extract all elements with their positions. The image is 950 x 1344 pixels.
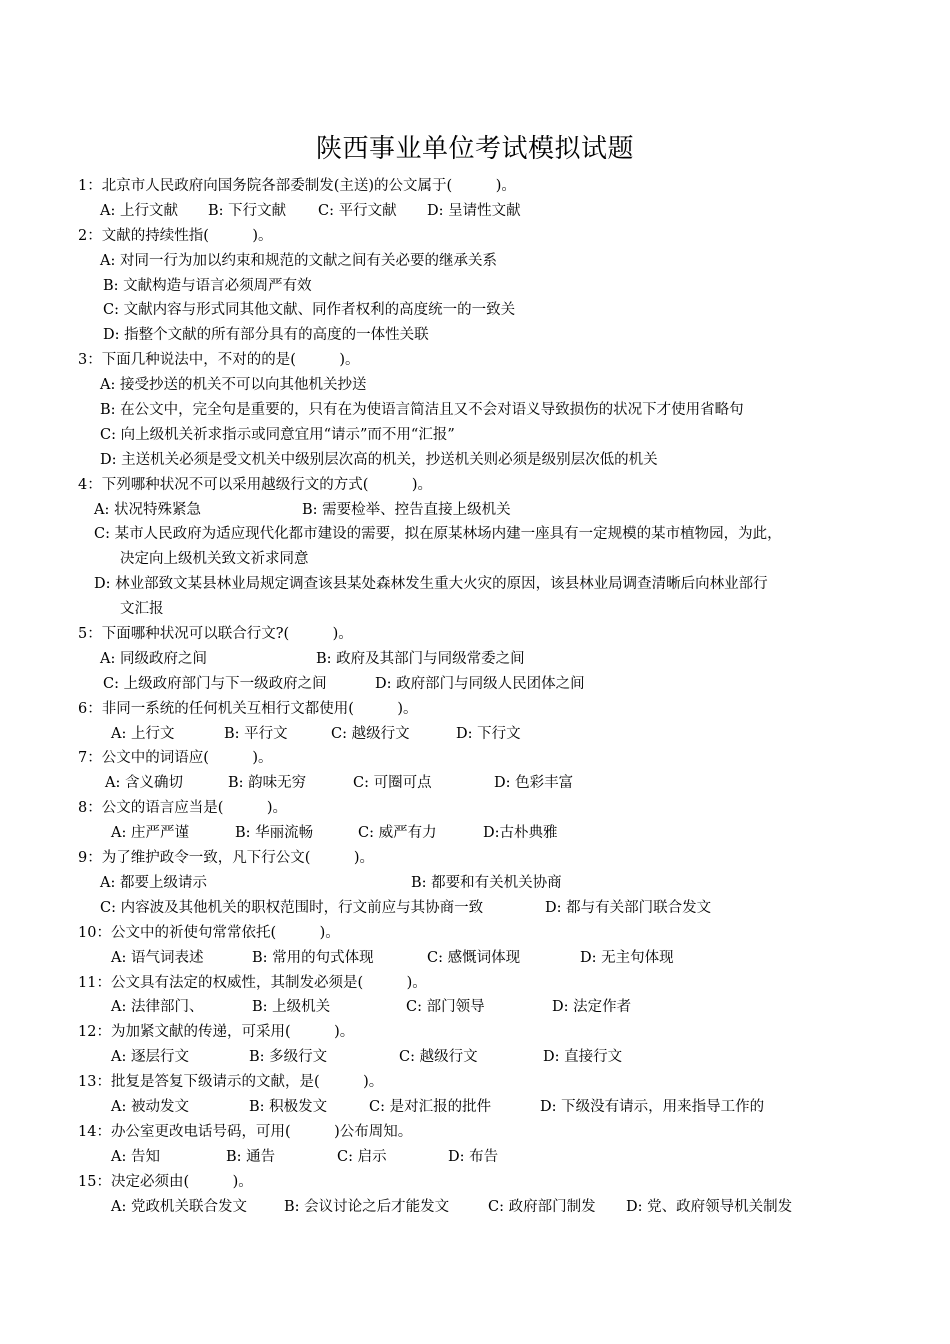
option: B: 积极发文 [249, 1098, 328, 1115]
option: D: 布告 [448, 1148, 499, 1165]
option: B: 平行文 [224, 725, 288, 742]
option: D: 林业部致文某县林业局规定调查该县某处森林发生重大火灾的原因，该县林业局调查清晰后向林业部行 [94, 576, 768, 593]
option: C: 启示 [337, 1148, 387, 1165]
option: A: 被动发文 [111, 1098, 189, 1115]
options-row [0, 1145, 950, 1170]
option: B: 政府及其部门与同级常委之间 [316, 650, 525, 667]
option: C: 上级政府部门与下一级政府之间 [103, 675, 327, 692]
option: D: 下行文 [456, 725, 521, 742]
option: B: 通告 [226, 1148, 276, 1165]
option: C: 越级行文 [331, 725, 410, 742]
option: C: 威严有力 [358, 825, 437, 842]
option: A: 上行文献 [100, 202, 178, 219]
option: A: 含义确切 [105, 775, 183, 792]
options-row [0, 647, 950, 672]
option: B: 下行文献 [208, 202, 287, 219]
option: C: 部门领导 [406, 999, 485, 1016]
option: A: 对同一行为加以约束和规范的文献之间有关必要的继承关系 [100, 252, 497, 269]
options-row [0, 771, 950, 796]
option: B: 常用的句式体现 [252, 949, 374, 966]
options-row [0, 498, 950, 523]
option: D: 法定作者 [552, 999, 632, 1016]
options-row [0, 896, 950, 921]
option: A: 法律部门、 [111, 999, 204, 1016]
option: B: 会议讨论之后才能发文 [284, 1198, 450, 1215]
option: A: 语气词表述 [111, 949, 204, 966]
option: B: 在公文中，完全句是重要的，只有在为使语言简洁且又不会对语义导致损伤的状况下才使用省略句 [100, 402, 744, 419]
option: D: 主送机关必须是受文机关中级别层次高的机关，抄送机关则必须是级别层次低的机关 [100, 451, 658, 468]
option: B: 上级机关 [252, 999, 331, 1016]
options-row [0, 1195, 950, 1220]
option: D: 下级没有请示，用来指导工作的 [540, 1098, 765, 1115]
question-4: 4：下列哪种状况不可以采用越级行文的方式( )。 [78, 476, 433, 493]
option: A: 同级政府之间 [100, 650, 207, 667]
option: C: 平行文献 [318, 202, 397, 219]
option: B: 文献构造与语言必须周严有效 [103, 277, 312, 294]
option: D: 都与有关部门联合发文 [545, 899, 712, 916]
question-9: 9：为了维护政令一致，凡下行公文( )。 [78, 850, 375, 867]
options-row [0, 722, 950, 747]
option: A: 状况特殊紧急 [94, 501, 201, 518]
page-title: 陕西事业单位考试模拟试题 [315, 134, 634, 164]
option: A: 告知 [111, 1148, 160, 1165]
option: A: 上行文 [111, 725, 175, 742]
option: C: 感慨词体现 [427, 949, 521, 966]
option: B: 韵味无穷 [228, 775, 307, 792]
option: C: 政府部门制发 [488, 1198, 596, 1215]
question-12: 12：为加紧文献的传递，可采用( )。 [78, 1024, 355, 1041]
question-3: 3：下面几种说法中，不对的的是( )。 [78, 352, 360, 369]
options-row [0, 672, 950, 697]
option: C: 可圈可点 [353, 775, 432, 792]
options-row [0, 1095, 950, 1120]
question-13: 13：批复是答复下级请示的文献，是( )。 [78, 1074, 384, 1091]
question-5: 5：下面哪种状况可以联合行文?( )。 [78, 626, 353, 643]
options-row [0, 995, 950, 1020]
option: A: 都要上级请示 [100, 874, 207, 891]
option: D: 色彩丰富 [494, 775, 574, 792]
options-row [0, 821, 950, 846]
option: A: 庄严严谨 [111, 825, 189, 842]
option: B: 多级行文 [249, 1049, 328, 1066]
option: D: 无主句体现 [580, 949, 674, 966]
question-10: 10：公文中的祈使句常常依托( )。 [78, 924, 340, 941]
option: B: 都要和有关机关协商 [411, 874, 562, 891]
option-continuation: 文汇报 [120, 601, 164, 618]
options-row [0, 199, 950, 224]
question-8: 8：公文的语言应当是( )。 [78, 800, 288, 817]
question-7: 7：公文中的词语应( )。 [78, 750, 273, 767]
options-row [0, 871, 950, 896]
option: C: 是对汇报的批件 [369, 1098, 492, 1115]
option: C: 越级行文 [399, 1049, 478, 1066]
question-list [0, 174, 950, 1219]
option: D:古朴典雅 [483, 825, 558, 842]
options-row [0, 946, 950, 971]
option: C: 某市人民政府为适应现代化都市建设的需要，拟在原某林场内建一座具有一定规模的某市植物园，为此， [94, 526, 782, 543]
option-continuation: 决定向上级机关致文祈求同意 [120, 551, 309, 568]
option: A: 接受抄送的机关不可以向其他机关抄送 [100, 377, 367, 394]
question-15: 15：决定必须由( )。 [78, 1173, 253, 1190]
option: D: 指整个文献的所有部分具有的高度的一体性关联 [103, 327, 429, 344]
option: D: 政府部门与同级人民团体之间 [375, 675, 585, 692]
option: C: 文献内容与形式同其他文献、同作者权利的高度统一的一致关 [103, 302, 516, 319]
question-1: 1：北京市人民政府向国务院各部委制发(主送)的公文属于( )。 [78, 178, 516, 194]
option: D: 直接行文 [543, 1049, 623, 1066]
option: A: 党政机关联合发文 [111, 1198, 247, 1215]
question-14: 14：办公室更改电话号码，可用( )公布周知。 [78, 1123, 413, 1140]
option: D: 呈请性文献 [427, 202, 521, 219]
option: D: 党、政府领导机关制发 [626, 1198, 793, 1215]
question-6: 6：非同一系统的任何机关互相行文都使用( )。 [78, 700, 418, 717]
question-2: 2：文献的持续性指( )。 [78, 227, 273, 244]
option: B: 华丽流畅 [235, 825, 314, 842]
options-row [0, 1045, 950, 1070]
question-11: 11：公文具有法定的权威性，其制发必须是( )。 [78, 974, 427, 991]
option: C: 向上级机关祈求指示或同意宜用“请示”而不用“汇报” [100, 426, 455, 443]
option: A: 逐层行文 [111, 1049, 189, 1066]
option: C: 内容波及其他机关的职权范围时，行文前应与其协商一致 [100, 899, 484, 916]
option: B: 需要检举、控告直接上级机关 [302, 501, 511, 518]
